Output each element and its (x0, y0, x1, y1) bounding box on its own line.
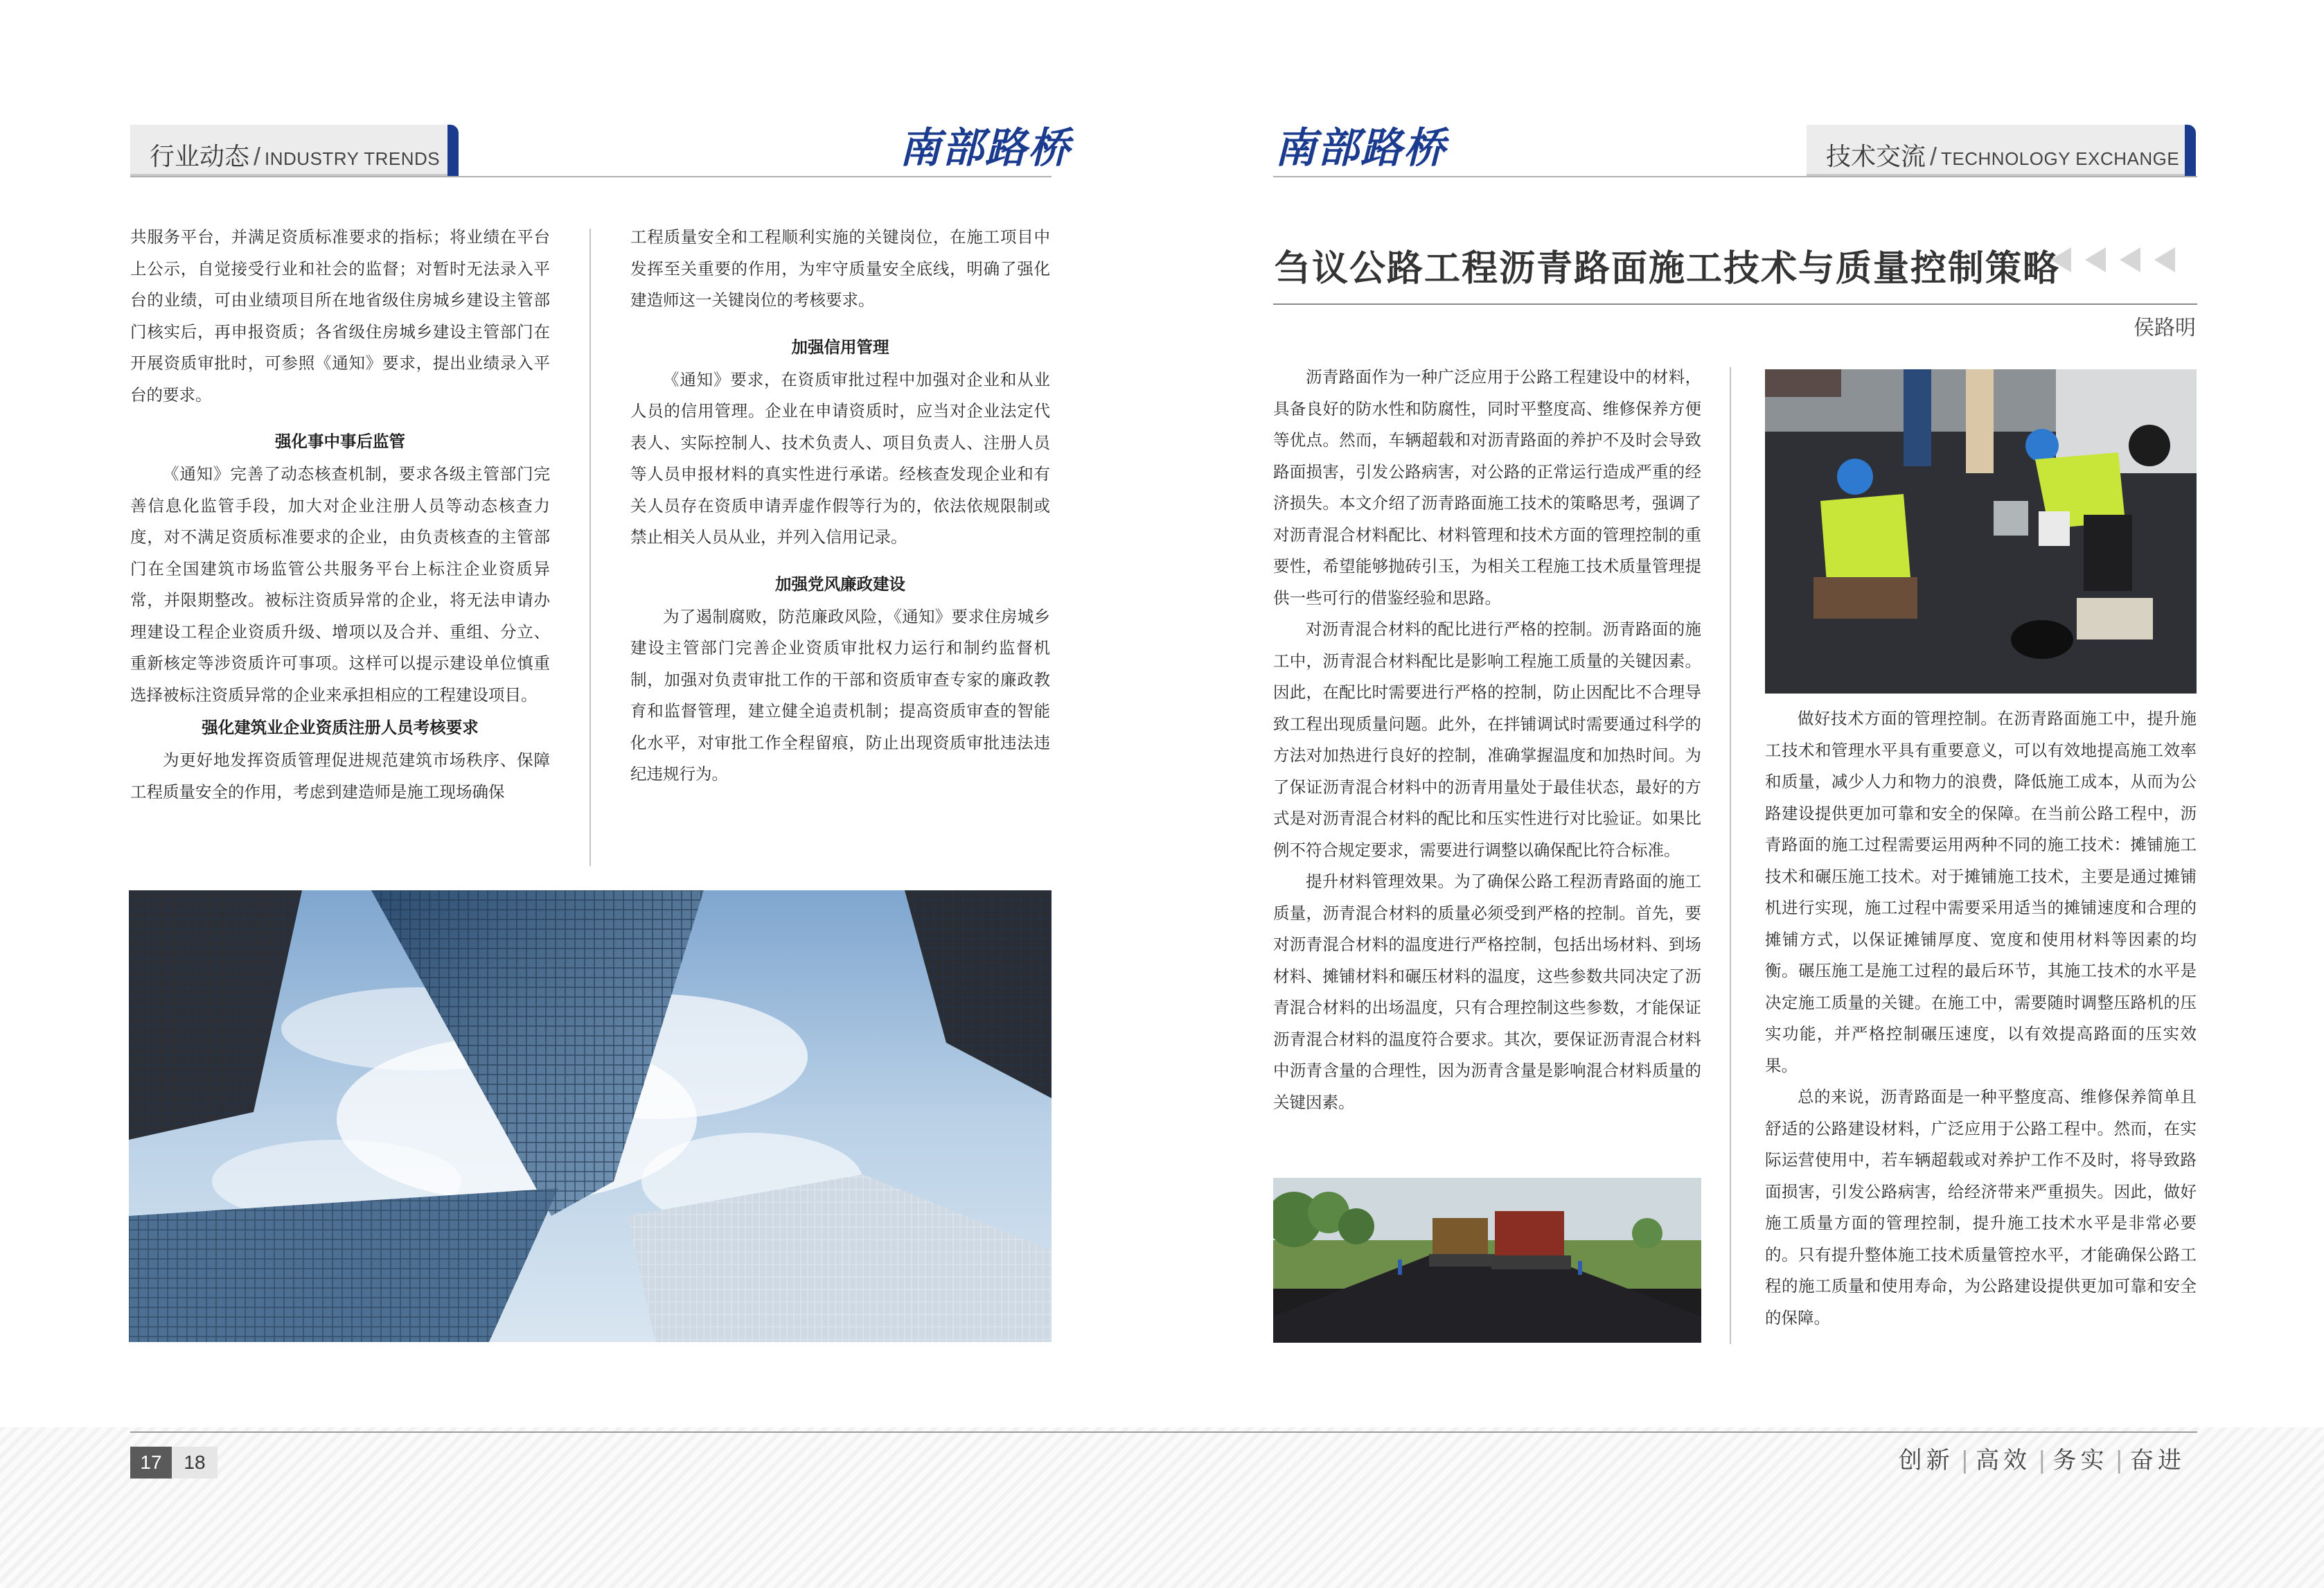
section-tab-technology-exchange (1807, 125, 2192, 176)
right-column-2 (1765, 703, 2197, 1334)
page-number-left: 17 (130, 1447, 172, 1479)
subheading: 强化建筑业企业资质注册人员考核要求 (202, 718, 479, 737)
road-paving-photo (1273, 1178, 1701, 1343)
section-title-en: TECHNOLOGY EXCHANGE (1941, 148, 2180, 169)
subheading: 强化事中事后监管 (275, 432, 405, 451)
paragraph: 总的来说，沥青路面是一种平整度高、维修保养简单且舒适的公路建设材料，广泛应用于公路工程中。然而，在实际运营使用中，若车辆超载或对养护工作不及时，将导致路面损害，引发公路病害，给经济带来严重损失。因此，做好施工质量方面的管理控制，提升施工技术水平是非常必要的。只有提升整体施工技术质量管控水平，才能确保公路工程的施工质量和使用寿命，为公路建设提供更加可靠和安全的保障。 (1765, 1087, 2197, 1327)
subheading: 加强信用管理 (791, 337, 889, 357)
paragraph: 为更好地发挥资质管理促进规范建筑市场秩序、保障工程质量安全的作用，考虑到建造师是施工现场确保 (130, 750, 550, 802)
paragraph: 沥青路面作为一种广泛应用于公路工程建设中的材料，具备良好的防水性和防腐性，同时平整度高、维修保养方便等优点。然而，车辆超载和对沥青路面的养护不及时会导致路面损害，引发公路病害，对公路的正常运行造成严重的经济损失。本文介绍了沥青路面施工技术的策略思考，强调了对沥青混合材料配比、材料管理和技术方面的管理控制的重要性，希望能够抛砖引玉，为相关工程施工技术质量管理提供一些可行的借鉴经验和思路。 (1273, 367, 1701, 608)
arrow-left-icon (2050, 247, 2071, 272)
workers-testing-photo (1765, 369, 2197, 694)
slogan-word: 创新 (1898, 1447, 1954, 1474)
article-title: 刍议公路工程沥青路面施工技术与质量控制策略 (1275, 248, 2061, 290)
section-separator: / (254, 142, 261, 170)
header-rule (1273, 176, 2197, 177)
section-separator: / (1930, 142, 1937, 170)
paragraph: 做好技术方面的管理控制。在沥青路面施工中，提升施工技术和管理水平具有重要意义，可以有效地提高施工效率和质量，减少人力和物力的浪费，降低施工成本，从而为公路建设提供更加可靠和安全的保障。在当前公路工程中，沥青路面的施工过程需要运用两种不同的施工技术：摊铺施工技术和碾压施工技术。对于摊铺施工技术，主要是通过摊铺机进行实现，施工过程中需要采用适当的摊铺速度和合理的摊铺方式，以保证摊铺厚度、宽度和使用材料等因素的均衡。碾压施工是施工过程的最后环节，其施工技术的水平是决定施工质量的关键。在施工中，需要随时调整压路机的压实功能，并严格控制碾压速度，以有效提高路面的压实效果。 (1765, 709, 2197, 1075)
section-title-cn: 技术交流 (1826, 143, 1926, 171)
footer-rule (130, 1431, 2197, 1433)
slogan-word: 务实 (2052, 1447, 2109, 1474)
slogan-word: 奋进 (2130, 1447, 2185, 1474)
section-title-cn: 行业动态 (150, 143, 250, 171)
paragraph: 共服务平台，并满足资质标准要求的指标；将业绩在平台上公示，自觉接受行业和社会的监督；对暂时无法录入平台的业绩，可由业绩项目所在地省级住房城乡建设主管部门核实后，再申报资质；各省级住房城乡建设主管部门在开展资质审批时，可参照《通知》要求，提出业绩录入平台的要求。 (130, 227, 550, 405)
page-number-right: 18 (172, 1447, 218, 1479)
magazine-logo: 南部路桥 (1275, 124, 1446, 173)
paragraph: 《通知》要求，在资质审批过程中加强对企业和从业人员的信用管理。企业在申请资质时，应当对企业法定代表人、实际控制人、技术负责人、项目负责人、注册人员等人员申报材料的真实性进行承诺。经核查发现企业和有关人员存在资质申请弄虚作假等行为的，依法依规限制或禁止相关人员从业，并列入信用记录。 (630, 369, 1050, 547)
arrow-left-icon (2154, 247, 2175, 272)
arrow-left-icon (2120, 247, 2140, 272)
left-column-1 (130, 222, 550, 808)
paragraph: 对沥青混合材料的配比进行严格的控制。沥青路面的施工中，沥青混合材料配比是影响工程施工质量的关键因素。因此，在配比时需要进行严格的控制，防止因配比不合理导致工程出现质量问题。此外，在拌铺调试时需要通过科学的方法对加热进行良好的控制，准确掌握温度和加热时间。为了保证沥青混合材料中的沥青用量处于最佳状态，最好的方式是对沥青混合材料的配比和压实性进行对比验证。如果比例不符合规定要求，需要进行调整以确保配比符合标准。 (1273, 619, 1701, 860)
subheading: 加强党风廉政建设 (775, 574, 905, 594)
right-column-1 (1273, 362, 1701, 1118)
paragraph: 提升材料管理效果。为了确保公路工程沥青路面的施工质量，沥青混合材料的质量必须受到严格的控制。首先，要对沥青混合材料的温度进行严格控制，包括出场材料、到场材料、摊铺材料和碾压材料的温度，这些参数共同决定了沥青混合材料的出场温度，只有合理控制这些参数，才能保证沥青混合材料的温度符合要求。其次，要保证沥青混合材料中沥青含量的合理性，因为沥青含量是影响混合材料质量的关键因素。 (1273, 872, 1701, 1112)
skyscraper-photo (129, 890, 1052, 1342)
section-title-en: INDUSTRY TRENDS (265, 148, 441, 169)
column-divider (1730, 367, 1731, 1344)
article-author: 侯路明 (2134, 316, 2196, 340)
title-rule (1273, 303, 2197, 305)
slogan-word: 高效 (1976, 1447, 2032, 1474)
left-column-2 (630, 222, 1050, 791)
paragraph: 《通知》完善了动态核查机制，要求各级主管部门完善信息化监管手段，加大对企业注册人员等动态核查力度，对不满足资质标准要求的企业，由负责核查的主管部门在全国建筑市场监管公共服务平台上标注企业资质异常，并限期整改。被标注资质异常的企业，将无法申请办理建设工程企业资质升级、增项以及合并、重组、分立、重新核定等涉资质许可事项。这样可以提示建设单位慎重选择被标注资质异常的企业来承担相应的工程建设项目。 (130, 464, 550, 705)
column-divider (589, 229, 591, 866)
header-rule (130, 176, 1052, 177)
magazine-logo: 南部路桥 (899, 124, 1071, 173)
tab-accent (447, 125, 459, 176)
arrow-left-icon (2085, 247, 2106, 272)
tab-accent (2185, 125, 2196, 176)
paragraph: 工程质量安全和工程顺利实施的关键岗位，在施工项目中发挥至关重要的作用，为牢守质量安全底线，明确了强化建造师这一关键岗位的考核要求。 (630, 227, 1050, 310)
section-tab-industry-trends (130, 125, 454, 176)
paragraph: 为了遏制腐败，防范廉政风险，《通知》要求住房城乡建设主管部门完善企业资质审批权力运行和制约监督机制，加强对负责审批工作的干部和资质审查专家的廉政教育和监督管理，建立健全追责机制；提高资质审查的智能化水平，对审批工作全程留痕，防止出现资质审批违法违纪违规行为。 (630, 606, 1050, 784)
footer-slogan: 创新 | 高效 | 务实 | 奋进 (1898, 1447, 2185, 1474)
title-decoration (2050, 247, 2175, 272)
